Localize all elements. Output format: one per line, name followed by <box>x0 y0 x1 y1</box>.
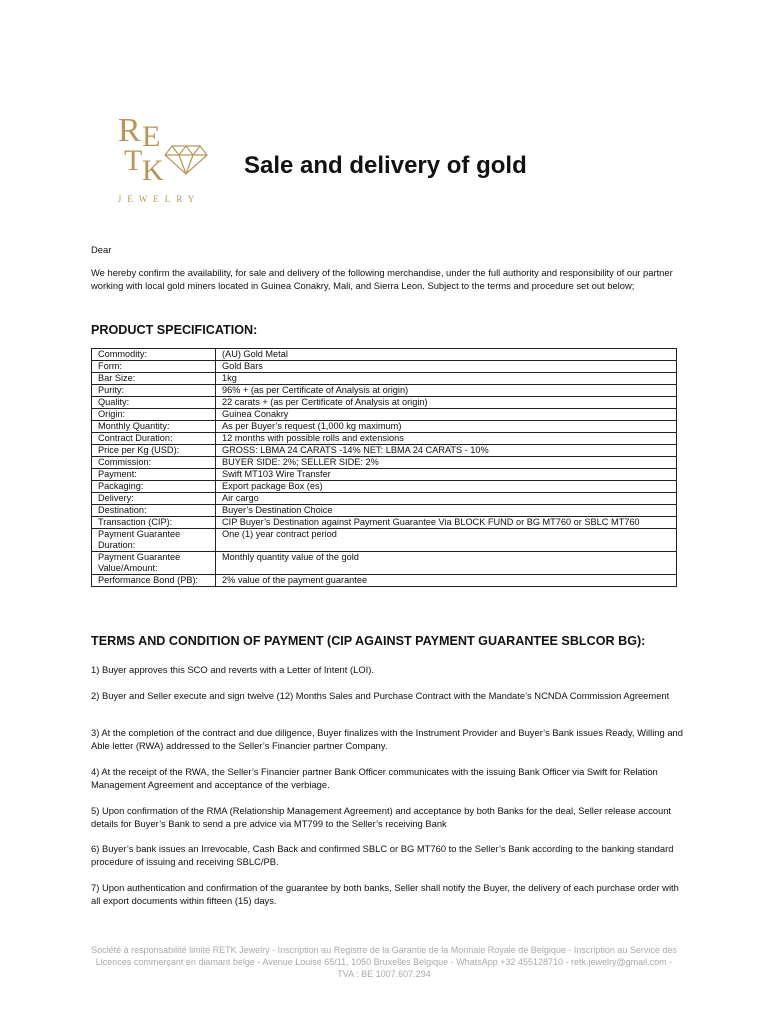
spec-value: CIP Buyer’s Destination against Payment Guarantee Via BLOCK FUND or BG MT760 or SBLC MT760 <box>216 517 677 529</box>
spec-key: Commodity: <box>92 349 216 361</box>
spec-row <box>92 529 677 552</box>
spec-key: Commission: <box>92 457 216 469</box>
spec-key: Bar Size: <box>92 373 216 385</box>
spec-value: Swift MT103 Wire Transfer <box>216 469 677 481</box>
spec-value: 2% value of the payment guarantee <box>216 575 677 587</box>
spec-key: Payment Guarantee Duration: <box>92 529 216 552</box>
logo-wordmark: JEWELRY <box>117 194 201 204</box>
spec-row <box>92 397 677 409</box>
spec-value: Guinea Conakry <box>216 409 677 421</box>
spec-key: Delivery: <box>92 493 216 505</box>
term-item-1: 1) Buyer approves this SCO and reverts with a Letter of Intent (LOI). <box>91 664 374 675</box>
spec-key: Monthly Quantity: <box>92 421 216 433</box>
spec-value: Air cargo <box>216 493 677 505</box>
spec-row <box>92 552 677 575</box>
logo-letter-k: K <box>142 154 166 187</box>
term-item-4: 4) At the receipt of the RWA, the Seller’s Financier partner Bank Officer communicates with the issuing Bank Officer via Swift for Relation Management Agreement and acceptance of the verbiage. <box>91 766 658 790</box>
spec-key: Packaging: <box>92 481 216 493</box>
spec-row <box>92 493 677 505</box>
spec-row <box>92 349 677 361</box>
spec-key: Form: <box>92 361 216 373</box>
spec-row <box>92 433 677 445</box>
spec-key: Payment: <box>92 469 216 481</box>
spec-row <box>92 445 677 457</box>
logo-letter-r: R <box>118 112 143 149</box>
intro-paragraph: We hereby confirm the availability, for sale and delivery of the following merchandise, under the full authority and responsibility of our partner working with local gold miners located in Guinea Conakry, Mali, and Sierra Leon. Subject to the terms and procedure set out below; <box>91 267 673 291</box>
term-item-7: 7) Upon authentication and confirmation of the guarantee by both banks, Seller shall notify the Buyer, the delivery of each purchase order with all export documents within fifteen (15) days. <box>91 882 679 906</box>
spec-row <box>92 361 677 373</box>
spec-key: Price per Kg (USD): <box>92 445 216 457</box>
spec-row <box>92 505 677 517</box>
spec-row <box>92 373 677 385</box>
greeting: Dear <box>91 244 112 255</box>
spec-value: BUYER SIDE: 2%; SELLER SIDE: 2% <box>216 457 677 469</box>
spec-key: Payment Guarantee Value/Amount: <box>92 552 216 575</box>
spec-row <box>92 457 677 469</box>
spec-row <box>92 517 677 529</box>
company-footer: Société à responsabilité limité RETK Jewelry - Inscription au Registre de la Garantie de la Monnaie Royale de Belgique - Inscription au Service des Licences commerçant en diamant belge - Avenue Louise 65/11, 1050 Bruxelles Belgique - WhatsApp +32 455128710 - retk.jewelry@gmail.com - TVA : BE 1007.607.294 <box>91 945 677 979</box>
spec-key: Performance Bond (PB): <box>92 575 216 587</box>
spec-value: 1kg <box>216 373 677 385</box>
spec-key: Origin: <box>92 409 216 421</box>
spec-value: Buyer’s Destination Choice <box>216 505 677 517</box>
spec-key: Transaction (CIP): <box>92 517 216 529</box>
spec-value: 96% + (as per Certificate of Analysis at origin) <box>216 385 677 397</box>
spec-value: GROSS: LBMA 24 CARATS -14% NET: LBMA 24 CARATS - 10% <box>216 445 677 457</box>
page-title: Sale and delivery of gold <box>244 152 527 179</box>
diamond-icon <box>164 144 208 176</box>
spec-value: As per Buyer’s request (1,000 kg maximum) <box>216 421 677 433</box>
spec-heading: PRODUCT SPECIFICATION: <box>91 323 258 337</box>
spec-key: Contract Duration: <box>92 433 216 445</box>
spec-key: Quality: <box>92 397 216 409</box>
spec-row <box>92 385 677 397</box>
term-item-6: 6) Buyer’s bank issues an Irrevocable, Cash Back and confirmed SBLC or BG MT760 to the Seller’s Bank according to the banking standard procedure of issuing and receiving SBLC/PB. <box>91 843 674 867</box>
spec-row <box>92 469 677 481</box>
company-logo <box>104 114 214 210</box>
spec-value: Export package Box (es) <box>216 481 677 493</box>
term-item-2: 2) Buyer and Seller execute and sign twelve (12) Months Sales and Purchase Contract with the Mandate’s NCNDA Commission Agreement <box>91 690 670 701</box>
spec-key: Destination: <box>92 505 216 517</box>
spec-value: One (1) year contract period <box>216 529 677 552</box>
spec-row <box>92 421 677 433</box>
spec-key: Purity: <box>92 385 216 397</box>
spec-value: Gold Bars <box>216 361 677 373</box>
term-item-3: 3) At the completion of the contract and due diligence, Buyer finalizes with the Instrument Provider and Buyer’s Bank issues Ready, Willing and Able letter (RWA) addressed to the Seller’s Financier partner Company. <box>91 727 683 751</box>
spec-value: (AU) Gold Metal <box>216 349 677 361</box>
spec-value: 22 carats + (as per Certificate of Analysis at origin) <box>216 397 677 409</box>
spec-row <box>92 409 677 421</box>
spec-value: 12 months with possible rolls and extensions <box>216 433 677 445</box>
logo-letter-t: T <box>124 144 145 177</box>
product-spec-table <box>91 348 677 587</box>
logo-letter-e: E <box>142 120 163 153</box>
spec-row <box>92 481 677 493</box>
spec-row <box>92 575 677 587</box>
term-item-5: 5) Upon confirmation of the RMA (Relationship Management Agreement) and acceptance by both Banks for the deal, Seller release account details for Buyer’s Bank to send a pre advice via MT799 to the Seller’s receiving Bank <box>91 805 672 829</box>
terms-heading: TERMS AND CONDITION OF PAYMENT (CIP AGAINST PAYMENT GUARANTEE SBLCOR BG): <box>91 634 646 648</box>
spec-value: Monthly quantity value of the gold <box>216 552 677 575</box>
